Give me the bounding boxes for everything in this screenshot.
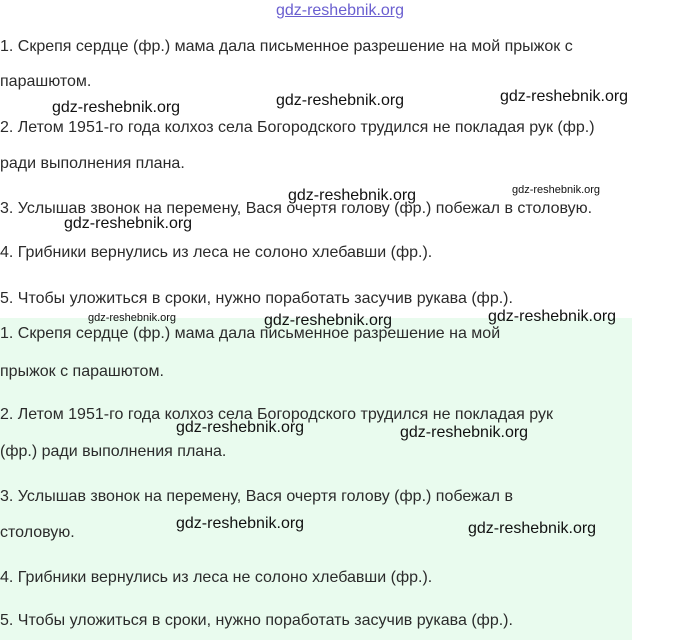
watermark-text: gdz-reshebnik.org [468, 520, 597, 537]
block-two-item-1-line-2: прыжок с парашютом. [0, 363, 164, 380]
watermark-text: gdz-reshebnik.org [176, 419, 305, 436]
watermark-text: gdz-reshebnik.org [500, 88, 629, 105]
watermark-text: gdz-reshebnik.org [400, 424, 529, 441]
block-one-item-5: 5. Чтобы уложиться в сроки, нужно поработать засучив рукава (фр.). [0, 290, 513, 307]
block-one-item-4: 4. Грибники вернулись из леса не солоно хлебавши (фр.). [0, 244, 433, 261]
block-two-item-3-line-2: столовую. [0, 524, 75, 541]
block-two-item-2-line-2: (фр.) ради выполнения плана. [0, 443, 227, 460]
watermark-text: gdz-reshebnik.org [64, 215, 193, 232]
watermark-text: gdz-reshebnik.org [488, 308, 617, 325]
watermark-text: gdz-reshebnik.org [276, 92, 405, 109]
block-two-item-3-line-1: 3. Услышав звонок на перемену, Вася очертя голову (фр.) побежал в [0, 488, 513, 505]
block-one-item-1-line-2: парашютом. [0, 73, 92, 90]
watermark-text: gdz-reshebnik.org [88, 312, 177, 324]
block-two-item-1-line-1: 1. Скрепя сердце (фр.) мама дала письменное разрешение на мой [0, 325, 501, 342]
site-header-link[interactable]: gdz-reshebnik.org [275, 2, 405, 19]
block-two-item-5: 5. Чтобы уложиться в сроки, нужно поработать засучив рукава (фр.). [0, 612, 513, 629]
block-two-item-4: 4. Грибники вернулись из леса не солоно хлебавши (фр.). [0, 569, 433, 586]
watermark-text: gdz-reshebnik.org [512, 184, 601, 196]
block-one-item-2-line-2: ради выполнения плана. [0, 155, 185, 172]
watermark-text: gdz-reshebnik.org [264, 312, 393, 329]
block-one-item-2-line-1: 2. Летом 1951-го года колхоз села Богородского трудился не покладая рук (фр.) [0, 119, 595, 136]
block-one-item-1-line-1: 1. Скрепя сердце (фр.) мама дала письменное разрешение на мой прыжок с [0, 38, 573, 55]
block-two-item-2-line-1: 2. Летом 1951-го года колхоз села Богородского трудился не покладая рук [0, 406, 553, 423]
watermark-text: gdz-reshebnik.org [52, 99, 181, 116]
watermark-text: gdz-reshebnik.org [176, 515, 305, 532]
block-one-item-3: 3. Услышав звонок на перемену, Вася очертя голову (фр.) побежал в столовую. [0, 200, 593, 217]
watermark-text: gdz-reshebnik.org [288, 187, 417, 204]
